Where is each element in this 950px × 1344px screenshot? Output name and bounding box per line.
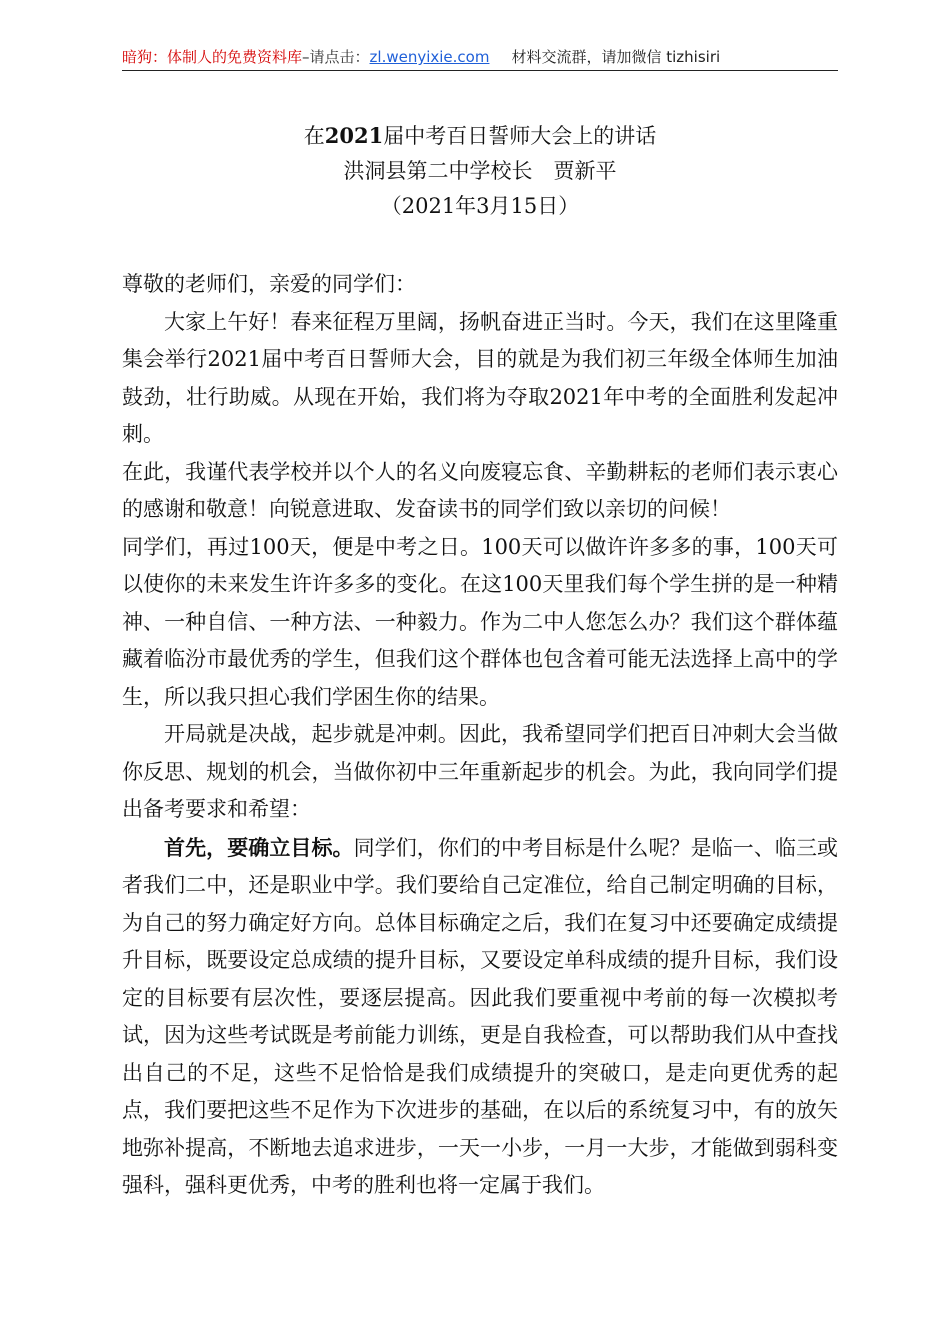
title-suffix: 届中考百日誓师大会上的讲话 xyxy=(383,124,657,148)
title-block xyxy=(122,118,838,224)
paragraph-4: 开局就是决战，起步就是冲刺。因此，我希望同学们把百日冲刺大会当做你反思、规划的机会，当做你初中三年重新起步的机会。为此，我向同学们提出备考要求和希望： xyxy=(122,722,838,821)
paragraph-2: 在此，我谨代表学校并以个人的名义向废寝忘食、辛勤耕耘的老师们表示衷心的感谢和敬意！向锐意进取、发奋读书的同学们致以亲切的问候！ xyxy=(122,459,838,521)
header-prompt: –请点击： xyxy=(302,48,370,66)
header-group-text: 材料交流群，请加微信 tizhisiri xyxy=(511,48,721,66)
paragraph-5-heading: 首先，要确立目标。 xyxy=(164,834,354,860)
speaker-line: 洪洞县第二中学校长 贾新平 xyxy=(343,159,617,183)
document-title xyxy=(122,118,838,154)
paragraph-3: 同学们，再过100天，便是中考之日。100天可以做许许多多的事，100天可以使你的未来发生许许多多的变化。在这100天里我们每个学生拼的是一种精神、一种自信、一种方法、一种毅力。作为二中人您怎么办？我们这个群体蕴藏着临汾市最优秀的学生，但我们这个群体也包含着可能无法选择上高中的学生，所以我只担心我们学困生你的结果。 xyxy=(122,534,838,709)
header-brand: 暗狗：体制人的免费资料库 xyxy=(122,48,303,66)
title-year: 2021 xyxy=(324,123,384,148)
paragraph-5-text: 同学们，你们的中考目标是什么呢？是临一、临三或者我们二中，还是职业中学。我们要给自己定准位，给自己制定明确的目标，为自己的努力确定好方向。总体目标确定之后，我们在复习中还要确定成绩提升目标，既要设定总成绩的提升目标，又要设定单科成绩的提升目标，我们设定的目标要有层次性，要逐层提高。因此我们要重视中考前的每一次模拟考试，因为这些考试既是考前能力训练，更是自我检查，可以帮助我们从中查找出自己的不足，这些不足恰恰是我们成绩提升的突破口，是走向更优秀的起点，我们要把这些不足作为下次进步的基础，在以后的系统复习中，有的放矢地弥补提高，不断地去追求进步，一天一小步，一月一大步，才能做到弱科变强科，强科更优秀，中考的胜利也将一定属于我们。 xyxy=(122,835,839,1197)
paragraph-5 xyxy=(122,829,838,1205)
paragraph-1: 大家上午好！春来征程万里阔，扬帆奋进正当时。今天，我们在这里隆重集会举行2021届中考百日誓师大会，目的就是为我们初三年级全体师生加油鼓劲，壮行助威。从现在开始，我们将为夺取2021年中考的全面胜利发起冲刺。 xyxy=(122,309,838,446)
header-link[interactable]: zl.wenyixie.com xyxy=(369,48,490,66)
page-header xyxy=(122,44,838,70)
salutation: 尊敬的老师们，亲爱的同学们： xyxy=(122,272,416,296)
title-prefix: 在 xyxy=(303,124,325,148)
header-divider xyxy=(122,70,838,71)
date-line: （2021年3月15日） xyxy=(380,194,580,218)
speech-body xyxy=(122,266,838,1205)
